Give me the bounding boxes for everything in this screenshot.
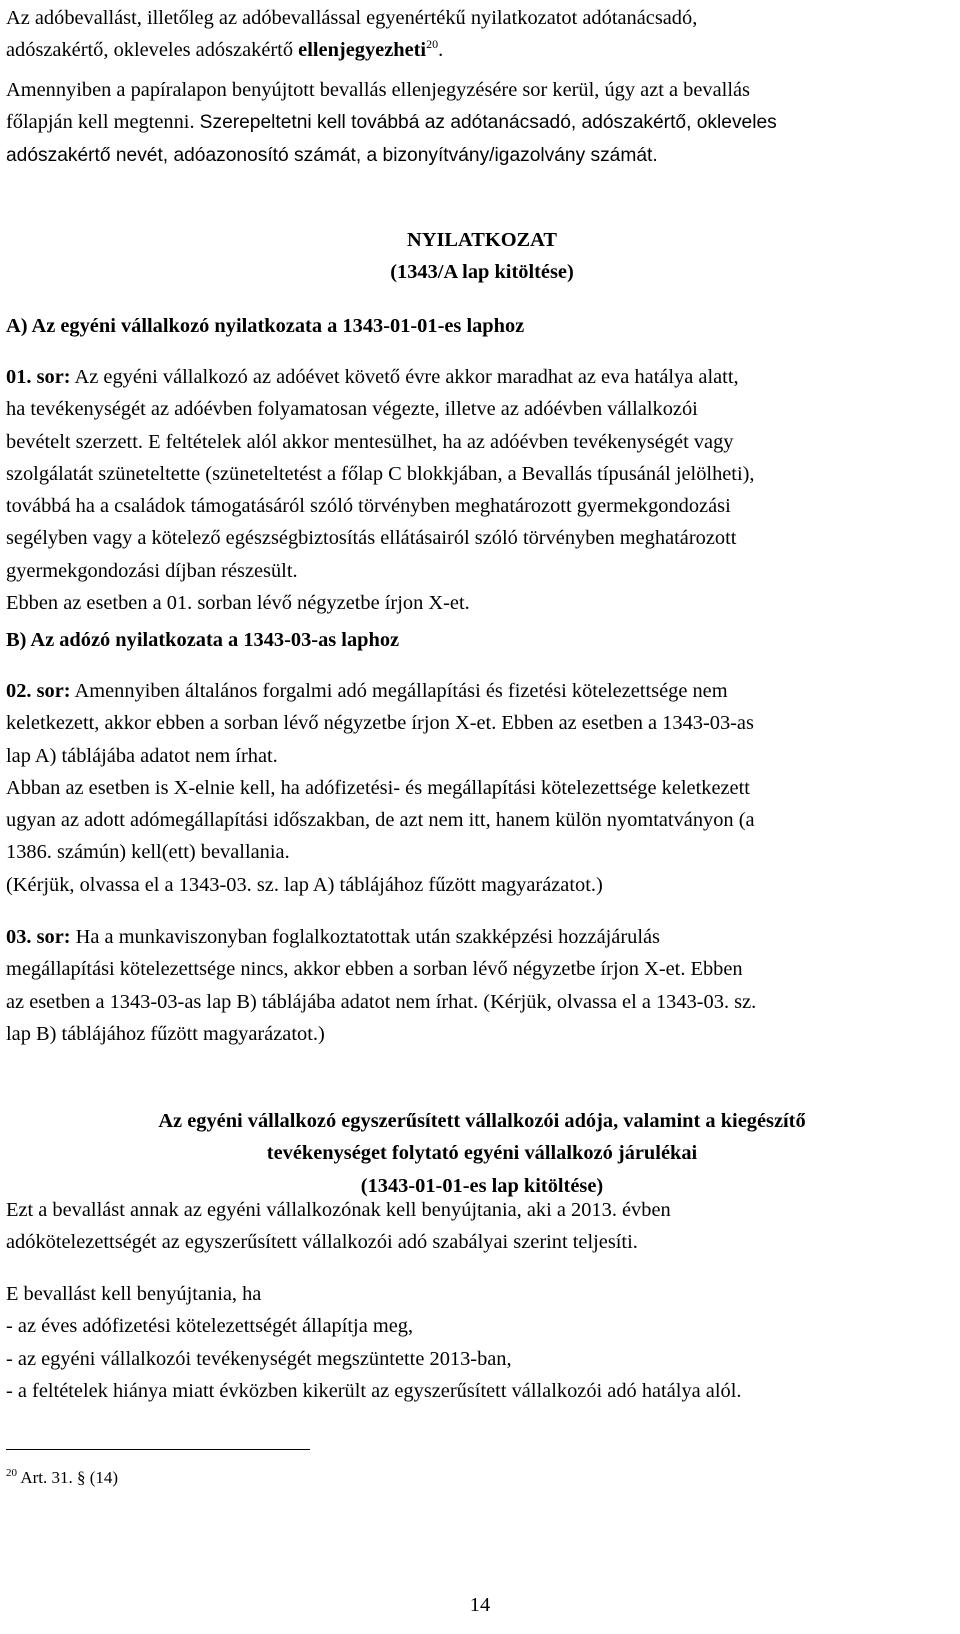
section-b-heading: B) Az adózó nyilatkozata a 1343-03-as laphoz — [6, 629, 400, 651]
eva-conditions-list — [6, 1278, 958, 1407]
text-line: az esetben a 1343-03-as lap B) táblájába adatot nem írhat. (Kérjük, olvassa el a 1343-03. sz. — [6, 990, 757, 1013]
intro-paragraph — [6, 2, 958, 67]
text-line: Az adóbevallást, illetőleg az adóbevallással egyenértékű nyilatkozatot adótanácsadó, — [6, 7, 698, 29]
list-intro: E bevallást kell benyújtania, ha — [6, 1283, 262, 1305]
nyilatkozat-heading — [6, 224, 958, 289]
text-line: adókötelezettségét az egyszerűsített vállalkozói adó szabályai szerint teljesíti. — [6, 1231, 638, 1254]
text-run: főlapján kell megtenni. — [6, 111, 195, 134]
text-line: segélyben vagy a kötelező egészségbiztosítás ellátásairól szóló törvényben meghatározott — [6, 527, 737, 550]
text-line — [6, 361, 958, 393]
heading-title: NYILATKOZAT — [407, 229, 557, 251]
eva-section-title — [6, 1105, 958, 1202]
title-line: (1343-01-01-es lap kitöltése) — [360, 1174, 604, 1197]
row-label: 02. sor: — [6, 680, 71, 702]
title-line: Az egyéni vállalkozó egyszerűsített vállalkozói adója, valamint a kiegészítő — [158, 1110, 806, 1132]
text-line: keletkezett, akkor ebben a sorban lévő négyzetbe írjon X-et. Ebben az esetben a 1343-03-as — [6, 712, 754, 735]
text-line: 1386. számún) kell(ett) bevallania. — [6, 841, 290, 864]
text-line: Amennyiben a papíralapon benyújtott bevallás ellenjegyzésére sor kerül, úgy azt a bevallás — [6, 79, 750, 101]
eva-paragraph — [6, 1194, 958, 1259]
text-line — [6, 34, 958, 66]
text-run: Amennyiben általános forgalmi adó megállapítási és fizetési kötelezettsége nem — [74, 680, 728, 702]
text-line: ha tevékenységét az adóévben folyamatosan végezte, illetve az adóévben vállalkozói — [6, 398, 698, 421]
row-03-paragraph — [6, 921, 958, 1050]
signing-paragraph — [6, 74, 958, 172]
footnote-reference[interactable]: 20 — [426, 37, 439, 52]
text-line: gyermekgondozási díjban részesült. — [6, 559, 298, 582]
text-run: adószakértő, okleveles adószakértő — [6, 39, 299, 62]
text-line: szolgálatát szüneteltette (szüneteltetést a főlap C blokkjában, a Bevallás típusánál jelölheti), — [6, 462, 755, 485]
text-line — [6, 106, 958, 139]
text-line: továbbá ha a családok támogatásáról szóló törvényben meghatározott gyermekgondozási — [6, 495, 731, 518]
text-line — [6, 921, 958, 953]
row-02-paragraph — [6, 675, 958, 901]
text-line — [6, 675, 958, 707]
text-line: Ebben az esetben a 01. sorban lévő négyzetbe írjon X-et. — [6, 592, 470, 615]
text-run-sans: Szerepeltetni kell továbbá az adótanácsadó, adószakértő, okleveles — [199, 112, 777, 134]
row-label: 01. sor: — [6, 366, 71, 388]
section-a-paragraph — [6, 361, 958, 619]
list-item: - az egyéni vállalkozói tevékenységét megszüntette 2013-ban, — [6, 1347, 512, 1370]
text-line: Ezt a bevallást annak az egyéni vállalkozónak kell benyújtania, aki a 2013. évben — [6, 1199, 671, 1221]
text-line: lap A) táblájába adatot nem írhat. — [6, 744, 278, 767]
footnote-text: Art. 31. § (14) — [20, 1468, 119, 1487]
text-line: lap B) táblájához fűzött magyarázatot.) — [6, 1022, 325, 1045]
text-run: Az egyéni vállalkozó az adóévet követő évre akkor maradhat az eva hatálya alatt, — [74, 366, 739, 388]
text-line: (Kérjük, olvassa el a 1343-03. sz. lap A) táblájához fűzött magyarázatot.) — [6, 873, 603, 896]
text-line: bevételt szerzett. E feltételek alól akkor mentesülhet, ha az adóévben tevékenységét vagy — [6, 430, 734, 453]
emphasis-text: ellenjegyezheti — [298, 39, 427, 62]
text-line: ugyan az adott adómegállapítási időszakban, de azt nem itt, hanem külön nyomtatványon (a — [6, 809, 755, 832]
text-line: Abban az esetben is X-elnie kell, ha adófizetési- és megállapítási kötelezettsége keletkezett — [6, 776, 750, 799]
text-line: megállapítási kötelezettsége nincs, akkor ebben a sorban lévő négyzetbe írjon X-et. Ebben — [6, 958, 743, 981]
footnote — [6, 1467, 118, 1489]
page-number: 14 — [469, 1594, 491, 1616]
list-item: - a feltételek hiánya miatt évközben kikerült az egyszerűsített vállalkozói adó hatálya alól. — [6, 1379, 742, 1402]
list-item: - az éves adófizetési kötelezettségét állapítja meg, — [6, 1315, 414, 1338]
heading-subtitle: (1343/A lap kitöltése) — [390, 261, 574, 284]
text-run: Ha a munkaviszonyban foglalkoztatottak után szakképzési hozzájárulás — [75, 926, 660, 948]
footnote-separator — [6, 1449, 310, 1450]
title-line: tevékenységet folytató egyéni vállalkozó járulékai — [266, 1142, 698, 1165]
row-label: 03. sor: — [6, 926, 71, 948]
section-a-heading: A) Az egyéni vállalkozó nyilatkozata a 1343-01-01-es laphoz — [6, 315, 525, 337]
text-run: . — [438, 39, 444, 62]
footnote-number: 20 — [6, 1467, 17, 1479]
text-line-sans: adószakértő nevét, adóazonosító számát, a bizonyítvány/igazolvány számát. — [6, 144, 658, 166]
